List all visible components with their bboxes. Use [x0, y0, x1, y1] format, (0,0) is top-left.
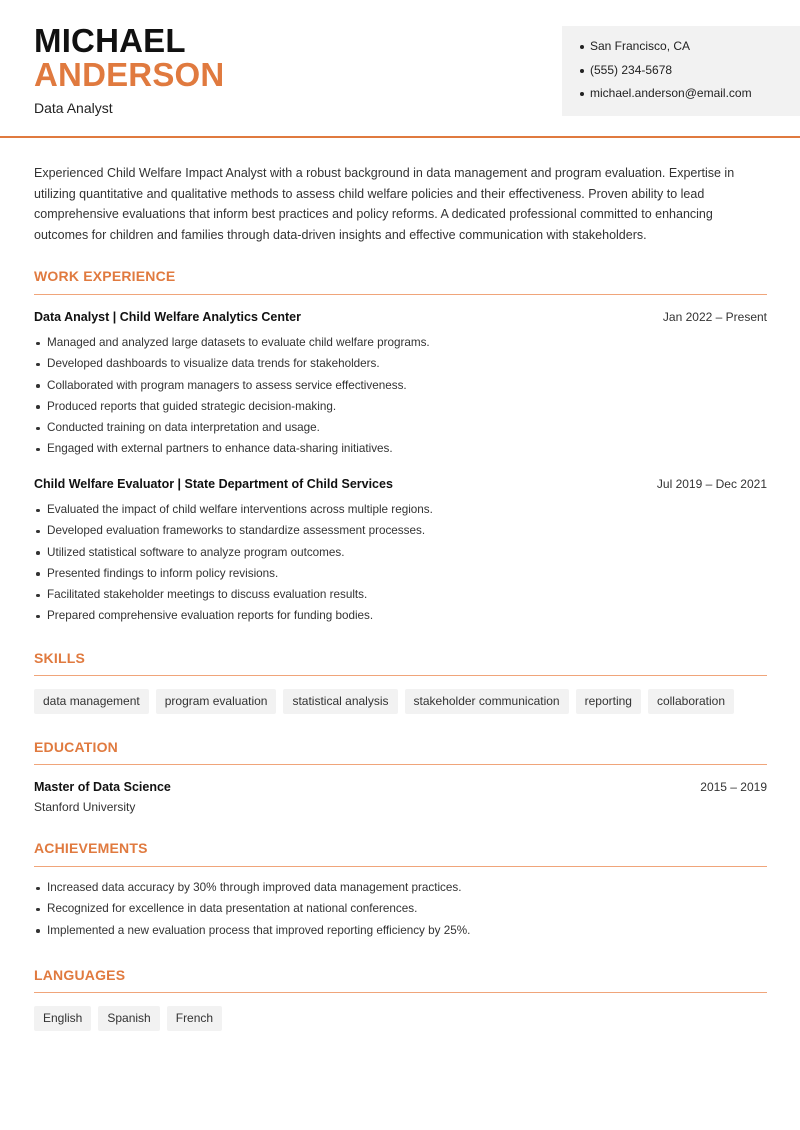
list-item: Utilized statistical software to analyze program outcomes. [34, 545, 767, 566]
skill-tag: collaboration [648, 689, 734, 714]
list-item: Prepared comprehensive evaluation reports for funding bodies. [34, 608, 767, 629]
list-item: Evaluated the impact of child welfare interventions across multiple regions. [34, 502, 767, 523]
education-title: EDUCATION [34, 739, 118, 755]
job-role: Data Analyst | Child Welfare Analytics Center [34, 310, 301, 324]
job-entry-header [34, 310, 767, 324]
last-name: ANDERSON [34, 56, 225, 93]
contact-email: michael.anderson@email.com [580, 85, 800, 109]
list-item: Increased data accuracy by 30% through improved data management practices. [34, 880, 767, 901]
first-name: MICHAEL [34, 22, 186, 59]
languages-title: LANGUAGES [34, 967, 126, 983]
language-tag: Spanish [98, 1006, 159, 1031]
job-role: Child Welfare Evaluator | State Department of Child Services [34, 477, 393, 491]
list-item: Presented findings to inform policy revisions. [34, 566, 767, 587]
professional-summary: Experienced Child Welfare Impact Analyst with a robust background in data management and program evaluation. Expertise in utilizing quantitative and qualitative methods to assess child welfare policies and their effectiveness. Proven ability to lead comprehensive evaluations that inform best practices and policy reforms. A dedicated professional committed to enhancing outcomes for children and families through data-driven insights and effective communication with stakeholders. [34, 166, 735, 243]
skill-tag: program evaluation [156, 689, 277, 714]
achievements-title: ACHIEVEMENTS [34, 840, 148, 856]
contact-phone: (555) 234-5678 [580, 62, 800, 86]
skill-tag: statistical analysis [283, 689, 397, 714]
job-bullets [34, 502, 767, 630]
list-item: Facilitated stakeholder meetings to discuss evaluation results. [34, 587, 767, 608]
skill-tag: reporting [576, 689, 641, 714]
contact-box [562, 26, 800, 116]
contact-location: San Francisco, CA [580, 38, 800, 62]
section-divider [34, 764, 767, 765]
list-item: Recognized for excellence in data presentation at national conferences. [34, 901, 767, 922]
language-tag: English [34, 1006, 91, 1031]
list-item: Developed evaluation frameworks to standardize assessment processes. [34, 523, 767, 544]
school: Stanford University [34, 800, 136, 814]
job-title: Data Analyst [34, 100, 113, 116]
job-dates: Jan 2022 – Present [662, 310, 767, 324]
list-item: Collaborated with program managers to assess service effectiveness. [34, 378, 767, 399]
job-bullets [34, 335, 767, 463]
resume-header [0, 0, 800, 138]
degree: Master of Data Science [34, 780, 171, 794]
job-entry-header [34, 477, 767, 491]
list-item: Developed dashboards to visualize data trends for stakeholders. [34, 356, 767, 377]
list-item: Conducted training on data interpretation and usage. [34, 420, 767, 441]
list-item: Managed and analyzed large datasets to evaluate child welfare programs. [34, 335, 767, 356]
section-divider [34, 992, 767, 993]
section-divider [34, 294, 767, 295]
skills-tags [34, 689, 734, 714]
language-tags [34, 1006, 222, 1031]
list-item: Implemented a new evaluation process that improved reporting efficiency by 25%. [34, 923, 767, 944]
skill-tag: stakeholder communication [405, 689, 569, 714]
job-dates: Jul 2019 – Dec 2021 [656, 477, 767, 491]
achievement-bullets [34, 880, 767, 944]
section-divider [34, 675, 767, 676]
education-dates: 2015 – 2019 [700, 780, 767, 794]
list-item: Engaged with external partners to enhance data-sharing initiatives. [34, 441, 767, 462]
list-item: Produced reports that guided strategic decision-making. [34, 399, 767, 420]
skills-title: SKILLS [34, 650, 85, 666]
language-tag: French [167, 1006, 222, 1031]
work-experience-title: WORK EXPERIENCE [34, 268, 176, 284]
skill-tag: data management [34, 689, 149, 714]
section-divider [34, 866, 767, 867]
